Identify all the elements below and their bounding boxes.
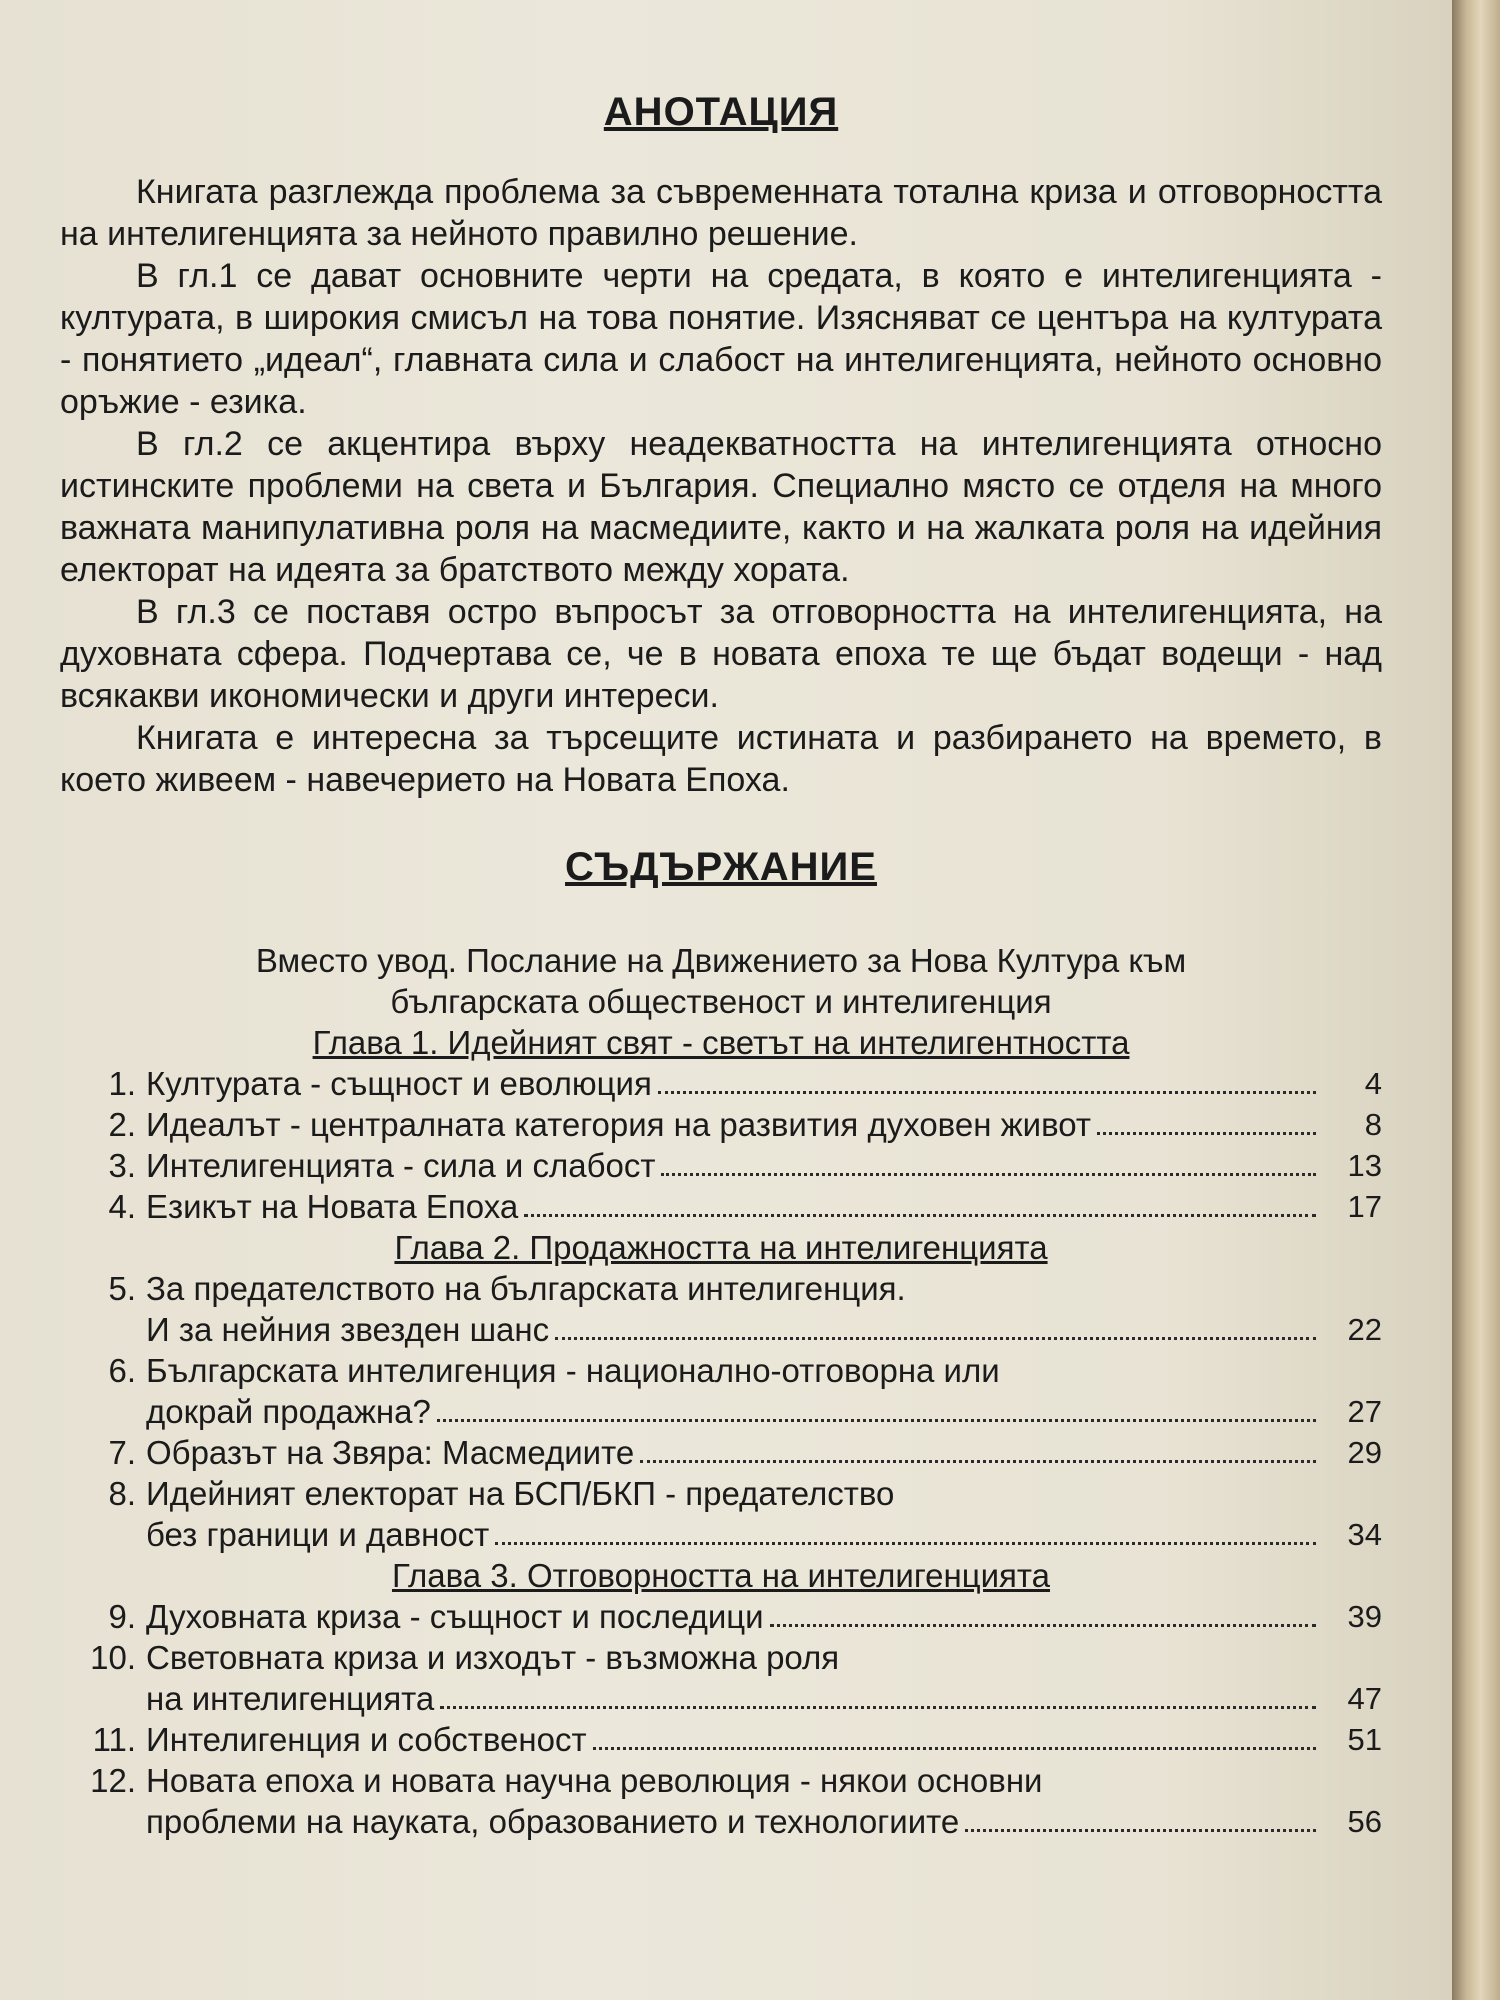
toc-entry	[60, 1637, 1382, 1719]
leader-dots	[661, 1173, 1316, 1176]
toc-entry-number: 10.	[90, 1639, 136, 1676]
toc-entry-text: на интелигенцията	[146, 1680, 435, 1717]
leader-dots	[555, 1337, 1316, 1340]
toc-entry-text: проблеми на науката, образованието и технологиите	[146, 1803, 960, 1840]
toc-page-number: 8	[1364, 1107, 1382, 1142]
toc-entry-text: Българската интелигенция - национално-отговорна или	[146, 1352, 1000, 1389]
toc-page-number: 27	[1347, 1394, 1382, 1429]
toc-entry	[60, 1268, 1382, 1350]
toc-page-number: 4	[1364, 1066, 1382, 1101]
annotation-paragraph: Книгата разглежда проблема за съвременната тотална криза и отговорността на интелигенцията за нейното правилно решение.	[60, 173, 1382, 253]
leader-dots	[440, 1706, 1316, 1709]
toc-entry-text: без граници и давност	[146, 1516, 490, 1553]
leader-dots	[495, 1542, 1316, 1545]
toc-entry	[60, 1596, 1382, 1637]
leader-dots	[965, 1829, 1316, 1832]
toc-page-number: 34	[1347, 1517, 1382, 1552]
toc-entry-number: 2.	[108, 1106, 136, 1143]
toc-entry-number: 5.	[108, 1270, 136, 1307]
toc-entry-text: Културата - същност и еволюция	[146, 1065, 652, 1102]
toc-entry-text: Духовната криза - същност и последици	[146, 1598, 764, 1635]
toc-entry-text: Световната криза и изходът - възможна роля	[146, 1639, 840, 1676]
toc-entry-text: докрай продажна?	[146, 1393, 431, 1430]
toc-page-number: 17	[1347, 1189, 1382, 1224]
toc-entry	[60, 1186, 1382, 1227]
toc-page-number: 13	[1347, 1148, 1382, 1183]
toc-chapter-heading: Глава 1. Идейният свят - светът на интелигентността	[312, 1024, 1130, 1061]
annotation-paragraph: Книгата е интересна за търсещите истината и разбирането на времето, в което живеем - навечерието на Новата Епоха.	[60, 719, 1382, 799]
toc-page-number: 22	[1347, 1312, 1382, 1347]
toc-entry-number: 7.	[108, 1434, 136, 1471]
table-of-contents	[60, 940, 1382, 1842]
toc-entry-text: Идейният електорат на БСП/БКП - предателство	[146, 1475, 895, 1512]
leader-dots	[437, 1419, 1316, 1422]
toc-intro-line: българската общественост и интелигенция	[390, 983, 1052, 1020]
toc-entry	[60, 1063, 1382, 1104]
leader-dots	[770, 1624, 1316, 1627]
toc-intro-line: Вместо увод. Послание на Движението за Нова Култура към	[255, 942, 1187, 979]
book-edge	[1452, 0, 1500, 2000]
annotation-paragraph: В гл.3 се поставя остро въпросът за отговорността на интелигенцията, на духовната сфера. Подчертава се, че в новата епоха те ще бъдат водещи - над всякакви икономически и други интереси.	[60, 593, 1382, 715]
leader-dots	[524, 1214, 1316, 1217]
toc-entry-number: 4.	[108, 1188, 136, 1225]
toc-entry-text: Езикът на Новата Епоха	[146, 1188, 519, 1225]
toc-entry	[60, 1432, 1382, 1473]
annotation-paragraph: В гл.1 се дават основните черти на средата, в която е интелигенцията - културата, в широкия смисъл на това понятие. Изясняват се центъра на културата - понятието „идеал“, главната сила и слабост на интелигенцията, нейното основно оръжие - езика.	[60, 257, 1382, 421]
toc-entry-number: 9.	[108, 1598, 136, 1635]
toc-entry-text: Идеалът - централната категория на развития духовен живот	[146, 1106, 1091, 1143]
toc-page-number: 56	[1347, 1804, 1382, 1839]
toc-entry-number: 3.	[108, 1147, 136, 1184]
toc-entry	[60, 1350, 1382, 1432]
toc-entry-text: Интелигенцията - сила и слабост	[146, 1147, 656, 1184]
toc-entry-number: 11.	[92, 1721, 136, 1758]
annotation-body	[60, 171, 1382, 801]
leader-dots	[658, 1091, 1316, 1094]
leader-dots	[593, 1747, 1316, 1750]
toc-page-number: 29	[1347, 1435, 1382, 1470]
toc-entry-text: Образът на Звяра: Масмедиите	[146, 1434, 635, 1471]
toc-entry-text: Новата епоха и новата научна революция - някои основни	[146, 1762, 1043, 1799]
toc-entry-number: 6.	[108, 1352, 136, 1389]
toc-entry-text: Интелигенция и собственост	[146, 1721, 587, 1758]
toc-entry	[60, 1719, 1382, 1760]
toc-entry	[60, 1145, 1382, 1186]
toc-chapter-heading: Глава 3. Отговорността на интелигенцията	[391, 1557, 1051, 1594]
leader-dots	[1097, 1132, 1316, 1135]
toc-page-number: 47	[1347, 1681, 1382, 1716]
toc-entry-number: 8.	[108, 1475, 136, 1512]
toc-entry	[60, 1104, 1382, 1145]
leader-dots	[640, 1460, 1316, 1463]
toc-entry-number: 1.	[108, 1065, 136, 1102]
toc-title: СЪДЪРЖАНИЕ	[565, 845, 877, 889]
toc-chapter-heading: Глава 2. Продажността на интелигенцията	[394, 1229, 1048, 1266]
annotation-paragraph: В гл.2 се акцентира върху неадекватността на интелигенцията относно истинските проблеми на света и България. Специално място се отделя на много важната манипулативна роля на масмедиите, както и на жалката роля на идейния електорат на идеята за братството между хората.	[60, 425, 1382, 589]
toc-page-number: 39	[1347, 1599, 1382, 1634]
toc-entry-text: За предателството на българската интелигенция.	[146, 1270, 906, 1307]
toc-entry	[60, 1473, 1382, 1555]
annotation-title: АНОТАЦИЯ	[603, 90, 839, 134]
toc-page-number: 51	[1347, 1722, 1382, 1757]
toc-entry-number: 12.	[90, 1762, 136, 1799]
toc-entry	[60, 1760, 1382, 1842]
toc-entry-text: И за нейния звезден шанс	[146, 1311, 550, 1348]
